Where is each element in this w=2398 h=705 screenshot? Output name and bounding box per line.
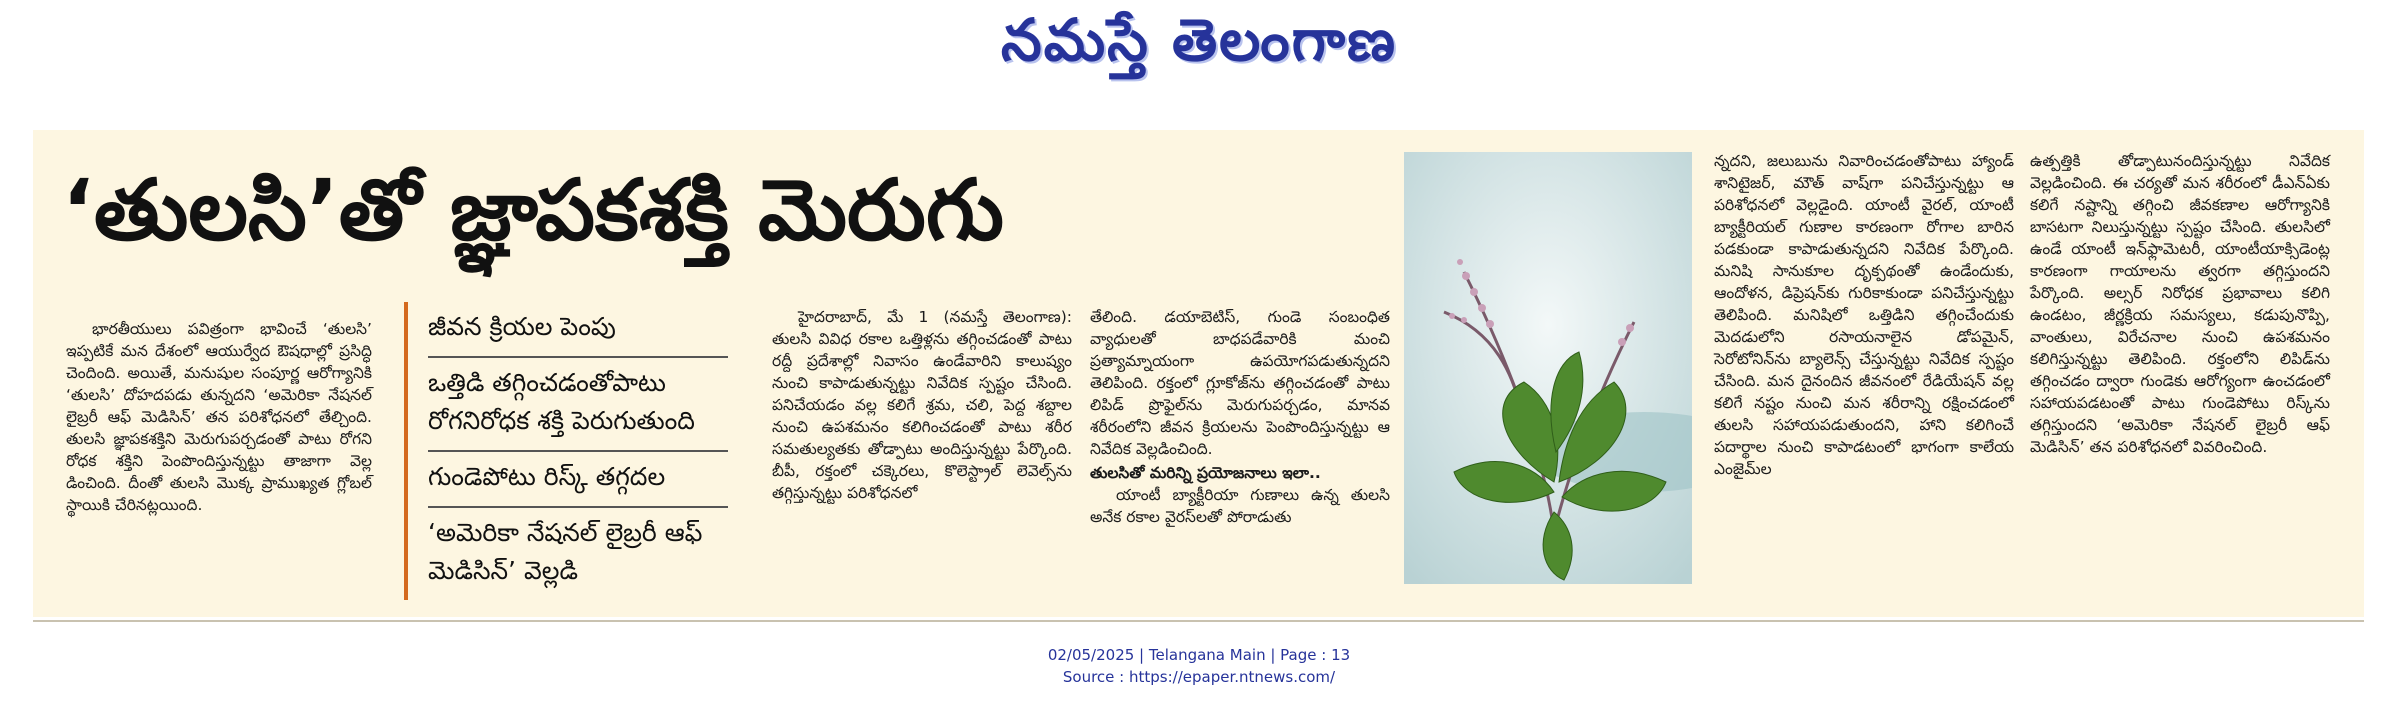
masthead-logo: నమస్తే తెలంగాణ bbox=[1001, 6, 1397, 74]
highlight-item: ‘అమెరికా నేషనల్ లైబ్రరీ ఆఫ్ మెడిసిన్’ వెల్లడి bbox=[428, 518, 703, 585]
highlight-item: జీవన క్రియల పెంపు bbox=[428, 302, 728, 358]
body-paragraph: న్నదని, జలుబును నివారించడంతోపాటు హ్యాండ్ శానిటైజర్, మౌత్ వాష్‌గా పనిచేస్తున్నట్టు ఆ పరిశోధనలో వెల్లడైంది. యాంటీ వైరల్, యాంటీ బ్యాక్టీరియల్ గుణాల కారణంగా రోగాల బారిన పడకుండా కాపాడుతున్నదని నివేదిక పేర్కొంది. మనిషి సానుకూల దృక్పథంతో ఉండేందుకు, ఆందోళన, డిప్రెషన్‌కు గురికాకుండా పనిచేస్తున్నట్టు తెలిపింది. మనిషిలో ఒత్తిడిని తగ్గించేందుకు మెదడులోని రసాయనాలైన డోపమైన్, సెరోటోనిన్‌ను బ్యాలెన్స్ చేస్తున్నట్టు నివేదిక స్పష్టం చేసింది. మన దైనందిన జీవనంలో రేడియేషన్ వల్ల కలిగే నష్టం నుంచి మన శరీరాన్ని రక్షించడంలో తులసి సహాయపడుతుందని, హాని కలిగించే పదార్థాల నుంచి కాపాడటంలో భాగంగా కాలేయ ఎంజైమ్‌ల bbox=[1714, 152, 2014, 478]
edition-info: 02/05/2025 | Telangana Main | Page : 13 bbox=[1047, 646, 1351, 664]
article-headline: ‘తులసి’తో జ్ఞాపకశక్తి మెరుగు bbox=[62, 161, 1004, 259]
body-paragraph: హైదరాబాద్, మే 1 (నమస్తే తెలంగాణ): తులసి వివిధ రకాల ఒత్తిళ్లను తగ్గించడంతో పాటు రద్దీ ప్రదేశాల్లో నివాసం ఉండేవారిని కాలుష్యం నుంచి కాపాడుతున్నట్టు నివేదిక స్పష్టం చేసింది. పనిచేయడం వల్ల కలిగే శ్రమ, చలి, పెద్ద శబ్దాల నుంచి ఉపశమనం కలిగించడంతో పాటు శరీర సమతుల్యతకు తోడ్పాటు అందిస్తున్నట్టు పేర్కొంది. బీపీ, రక్తంలో చక్కెరలు, కొలెస్ట్రాల్ లెవెల్స్‌ను తగ్గిస్తున్నట్టు పరిశోధనలో bbox=[772, 308, 1072, 502]
article-intro-column bbox=[66, 318, 372, 516]
tulsi-plant-photo-icon bbox=[1404, 152, 1692, 584]
body-paragraph: తేలింది. డయాబెటిస్, గుండె సంబంధిత వ్యాధులతో బాధపడేవారికి మంచి ప్రత్యామ్నాయంగా ఉపయోగపడుతున్నదని తెలిపింది. రక్తంలో గ్లూకోజ్‌ను తగ్గించడంతో పాటు లిపిడ్ ప్రొఫైల్‌ను మెరుగుపర్చడం, మానవ శరీరంలోని జీవన క్రియలను పెంపొందిస్తున్నట్టు ఆ నివేదిక వెల్లడించింది. bbox=[1090, 308, 1390, 458]
highlight-item: ఒత్తిడి తగ్గించడంతోపాటు రోగనిరోధక శక్తి పెరుగుతుంది bbox=[428, 358, 728, 452]
source-url: Source : https://epaper.ntnews.com/ bbox=[1062, 668, 1336, 686]
highlights-box bbox=[404, 302, 728, 600]
intro-paragraph: భారతీయులు పవిత్రంగా భావించే ‘తులసి’ ఇప్పటికే మన దేశంలో ఆయుర్వేద ఔషధాల్లో ప్రసిద్ధి చెందింది. అయితే, మనుషుల సంపూర్ణ ఆరోగ్యానికి ‘తులసి’ దోహదపడు తున్నదని ‘అమెరికా నేషనల్ లైబ్రరీ ఆఫ్ మెడిసిన్’ తన పరిశోధనలో తేల్చింది. తులసి జ్ఞాపకశక్తిని మెరుగుపర్చడంతో పాటు రోగని రోధక శక్తిని పెంపొందిస్తున్నట్టు తాజాగా వెల్ల డించింది. దీంతో తులసి మొక్క ప్రాముఖ్యత గ్లోబల్ స్థాయికి చేరినట్లయింది. bbox=[66, 320, 372, 514]
article-column-4 bbox=[1714, 150, 2014, 480]
article-column-3 bbox=[1090, 306, 1390, 528]
article-column-5 bbox=[2030, 150, 2330, 458]
article-column-2 bbox=[772, 306, 1072, 504]
tulsi-plant-photo bbox=[1404, 152, 1692, 584]
body-paragraph: ఉత్పత్తికి తోడ్పాటునందిస్తున్నట్టు నివేదిక వెల్లడించింది. ఈ చర్యతో మన శరీరంలో డీఎన్‌ఏకు కలిగే నష్టాన్ని తగ్గించి జీవకణాల ఆరోగ్యానికి బాసటగా నిలుస్తున్నట్టు స్పష్టం చేసింది. తులసిలో ఉండే యాంటీ ఇన్‌ఫ్లామెటరీ, యాంటీయాక్సిడెంట్ల కారణంగా గాయాలను త్వరగా తగ్గిస్తుందని పేర్కొంది. అల్సర్ నిరోధక ప్రభావాలు కలిగి ఉండటం, జీర్ణక్రియ సమస్యలు, కడుపునొప్పి, వాంతులు, విరేచనాల నుంచి ఉపశమనం కలిగిస్తున్నట్టు తెలిపింది. రక్తంలోని లిపిడ్‌ను తగ్గించడం ద్వారా గుండెకు ఆరోగ్యంగా ఉంచడంలో సహాయపడటంతో పాటు గుండెపోటు రిస్క్‌ను తగ్గిస్తుందని ‘అమెరికా నేషనల్ లైబ్రరీ ఆఫ్ మెడిసిన్’ తన పరిశోధనలో వివరించింది. bbox=[2030, 152, 2330, 456]
highlight-item: గుండెపోటు రిస్క్ తగ్గదల bbox=[428, 452, 728, 508]
body-paragraph: యాంటీ బ్యాక్టీరియా గుణాలు ఉన్న తులసి అనేక రకాల వైరస్‌లతో పోరాడుతు bbox=[1090, 486, 1390, 526]
clipping-bottom-rule bbox=[33, 620, 2364, 622]
subheading: తులసితో మరిన్ని ప్రయోజనాలు ఇలా.. bbox=[1090, 464, 1321, 482]
